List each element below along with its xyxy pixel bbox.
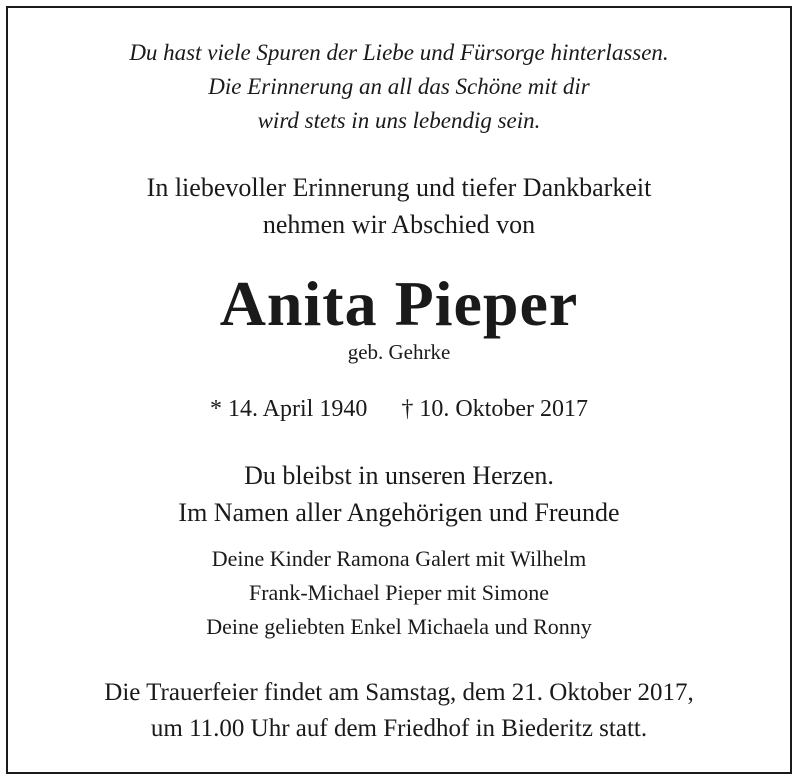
family-line: Deine geliebten Enkel Michaela und Ronny (206, 614, 592, 639)
obituary-notice (6, 6, 792, 774)
life-dates (8, 397, 790, 421)
birth-date: * 14. April 1940 (210, 396, 368, 422)
maiden-name: geb. Gehrke (347, 340, 451, 364)
deceased-name: Anita Pieper (219, 268, 579, 339)
motto-line: Du hast viele Spuren der Liebe und Fürsorge hinterlassen. (129, 40, 669, 65)
family-line: Frank-Michael Pieper mit Simone (249, 580, 549, 605)
closing-line: Du bleibst in unseren Herzen. (244, 461, 554, 490)
intro-line: nehmen wir Abschied von (262, 210, 536, 239)
motto-line: wird stets in uns lebendig sein. (257, 108, 541, 133)
service-info-line: Die Trauerfeier findet am Samstag, dem 21. Oktober 2017, (104, 679, 694, 706)
family-line: Deine Kinder Ramona Galert mit Wilhelm (211, 546, 587, 571)
motto-line: Die Erinnerung an all das Schöne mit dir (208, 74, 590, 99)
closing-line: Im Namen aller Angehörigen und Freunde (178, 498, 620, 527)
intro-line: In liebevoller Erinnerung und tiefer Dankbarkeit (146, 173, 652, 202)
service-info-line: um 11.00 Uhr auf dem Friedhof in Biederitz statt. (150, 715, 648, 742)
death-date: † 10. Oktober 2017 (401, 396, 588, 422)
